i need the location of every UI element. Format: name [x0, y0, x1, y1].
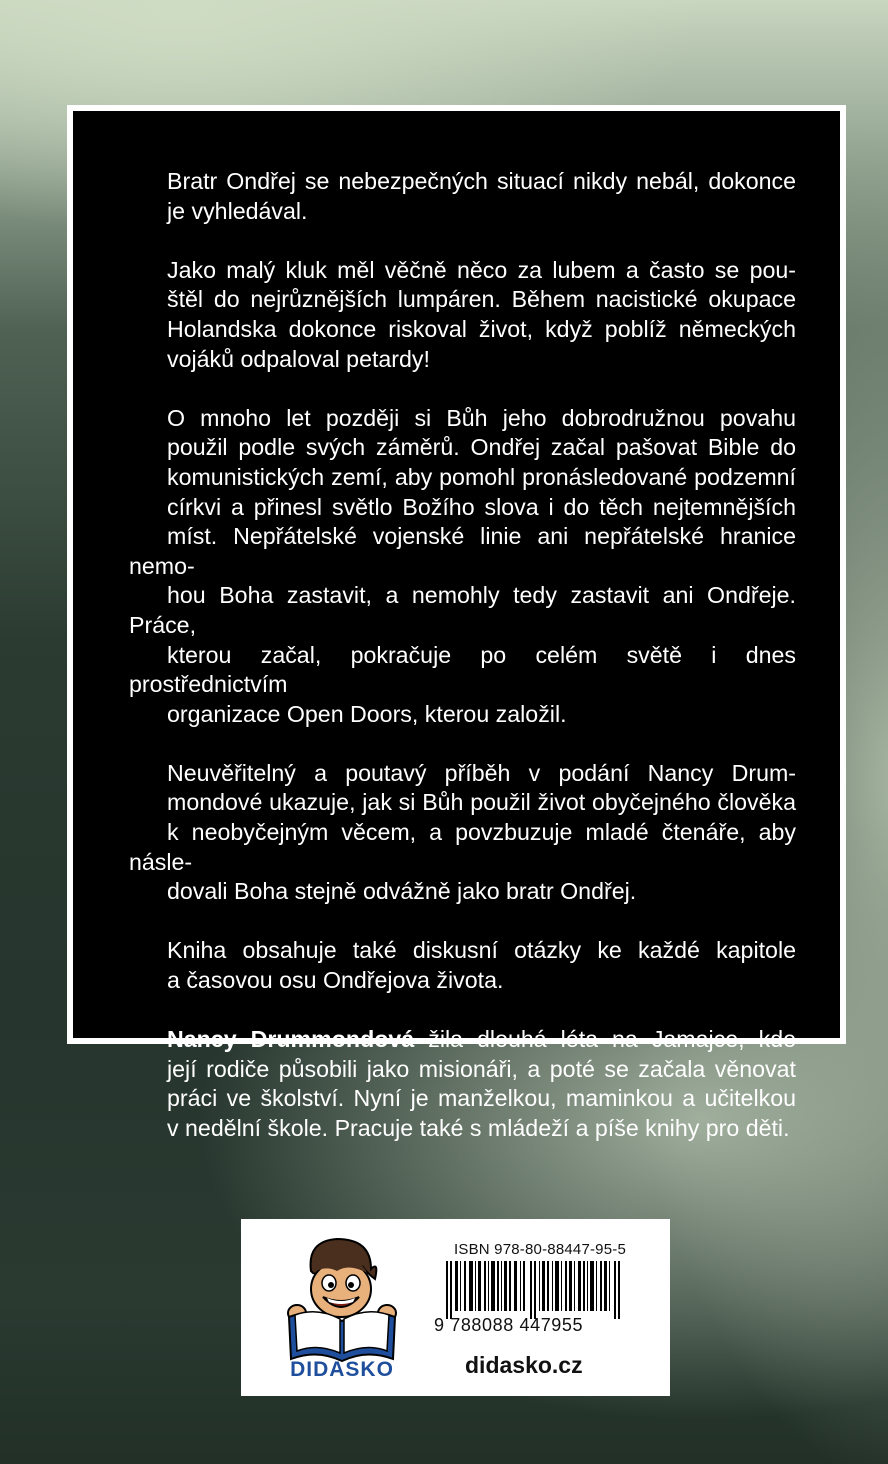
publisher-website: didasko.cz — [465, 1352, 583, 1378]
isbn-barcode — [434, 1261, 632, 1319]
paragraph-2: Jako malý kluk měl věčně něco za lubem a často se pou- štěl do nejrůznějších lumpáren. Během nacistické okupace Holandska dokonce riskoval život, když poblíž německých vojáků odpaloval petardy! — [167, 256, 796, 372]
didasko-logo — [267, 1231, 417, 1381]
paragraph-6-author-bio: Nancy Drummondová žila dlouhá léta na Jamajce, kde její rodiče působili jako misionáři, a poté se začala věnovat práci ve školství. Nyní je manželkou, maminkou a učitelkou v nedělní škole. Pracuje také s mládeží a píše knihy pro děti. — [167, 1026, 796, 1141]
isbn-label: ISBN 978-80-88447-95-5 — [454, 1241, 627, 1258]
blurb-text — [129, 167, 796, 1173]
paragraph-4: Neuvěřitelný a poutavý příběh v podání Nancy Drum- mondové ukazuje, jak si Bůh použil život obyčejného člověka k neobyčejným věcem, a povzbuzuje mladé čtenáře, aby násle- dovali Boha stejně odvážně jako bratr Ondřej. — [129, 759, 796, 905]
blurb-panel — [67, 105, 846, 1141]
paragraph-1: Bratr Ondřej se nebezpečných situací nikdy nebál, dokonce je vyhledával. — [167, 168, 796, 224]
logo-wordmark: DIDASKO — [290, 1358, 394, 1381]
paragraph-5: Kniha obsahuje také diskusní otázky ke každé kapitole a časovou osu Ondřejova života. — [167, 937, 796, 994]
barcode-box — [241, 1219, 670, 1396]
barcode-digits: 9 788088 447955 — [434, 1315, 584, 1335]
paragraph-3: O mnoho let později si Bůh jeho dobrodružnou povahu použil podle svých záměrů. Ondřej začal pašovat Bible do komunistických zemí, aby pomohl pronásledované podzemní církvi a přinesl světlo Božího slova i do těch nejtemnějších míst. Nepřátelské vojenské linie ani nepřátelské hranice nemo- hou Boha zastavit, a nemohly tedy zastavit ani Ondřeje. Práce, kterou začal, pokračuje po celém světě i dnes prostřednictvím organizace Open Doors, kterou založil. — [129, 404, 796, 727]
author-name: Nancy Drummondová — [167, 1026, 415, 1053]
